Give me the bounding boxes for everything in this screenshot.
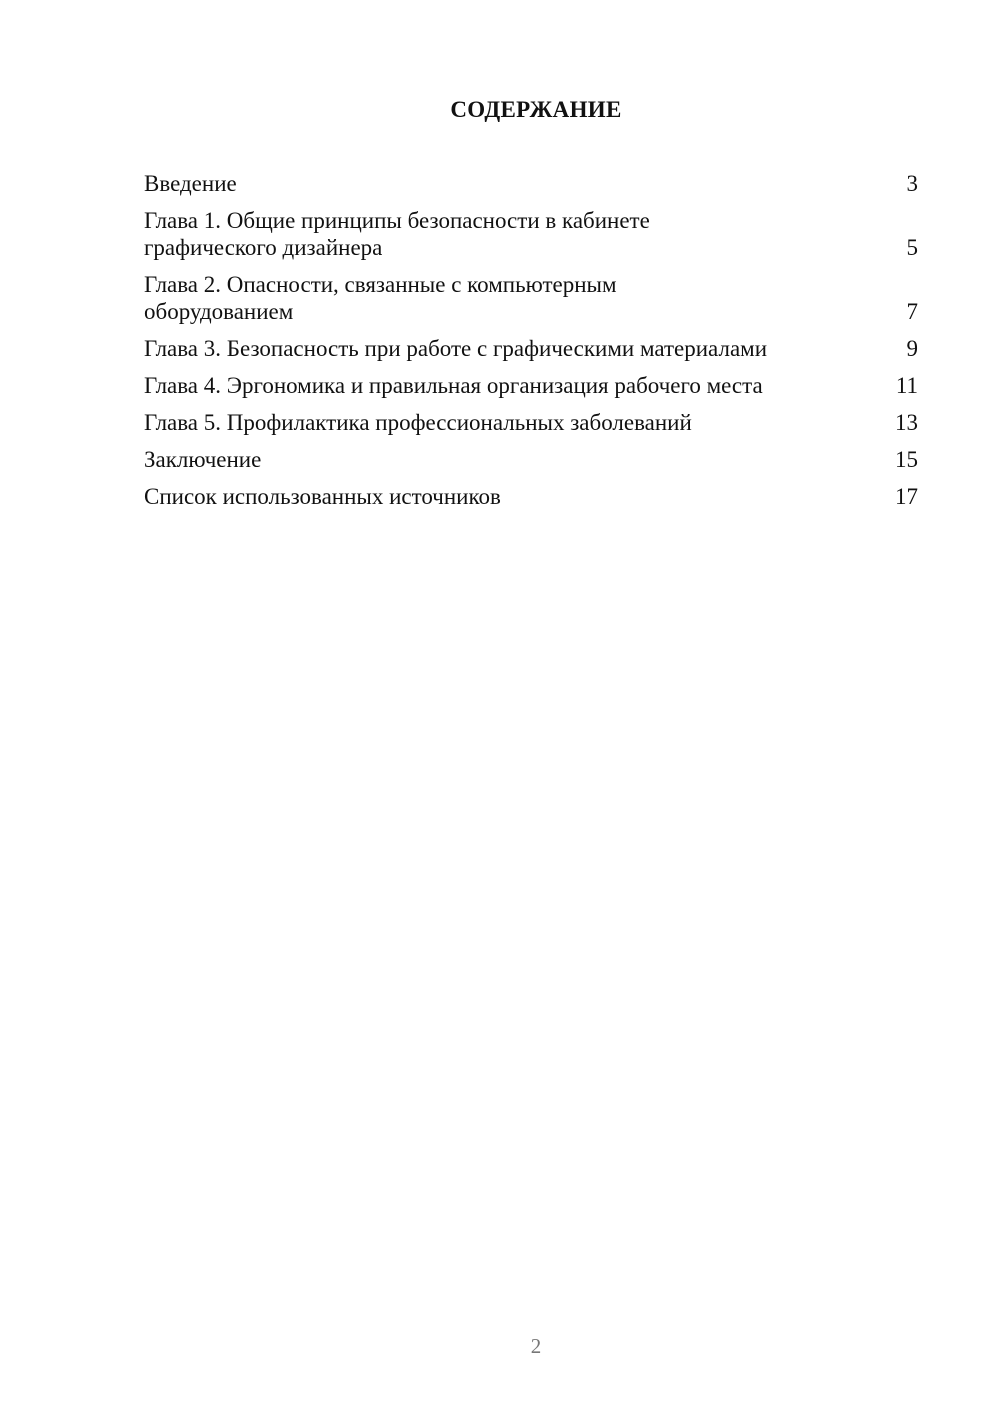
toc-item-text: Глава 1. Общие принципы безопасности в кабинете графического дизайнера — [144, 208, 650, 260]
toc-item-page: 5 — [906, 235, 918, 260]
toc-item-page: 11 — [895, 373, 918, 398]
toc-item-text: Глава 5. Профилактика профессиональных заболеваний — [144, 410, 692, 435]
toc-item-page: 15 — [895, 447, 918, 472]
toc-item-conclusion — [144, 446, 918, 473]
toc-item-chapter-2 — [144, 271, 918, 325]
toc-item-page: 7 — [906, 299, 918, 324]
toc-item-text: Глава 2. Опасности, связанные с компьютерным оборудованием — [144, 272, 617, 324]
toc-item-chapter-5 — [144, 409, 918, 436]
toc-item-text: Глава 3. Безопасность при работе с графическими материалами — [144, 336, 768, 361]
toc-item-page: 3 — [906, 171, 918, 196]
toc-item-chapter-1 — [144, 207, 918, 261]
toc-item-text: Заключение — [144, 447, 262, 472]
toc-item-page: 13 — [895, 410, 918, 435]
toc-item-text: Введение — [144, 171, 237, 196]
table-of-contents — [144, 170, 918, 520]
page-number: 2 — [530, 1334, 542, 1358]
toc-item-text: Список использованных источников — [144, 484, 501, 509]
toc-item-chapter-4 — [144, 372, 918, 399]
toc-item-page: 9 — [906, 336, 918, 361]
toc-item-chapter-3 — [144, 335, 918, 362]
toc-item-references — [144, 483, 918, 510]
toc-item-introduction — [144, 170, 918, 197]
toc-item-page: 17 — [895, 484, 918, 509]
toc-title: СОДЕРЖАНИЕ — [450, 97, 622, 122]
toc-item-text: Глава 4. Эргономика и правильная организация рабочего места — [144, 373, 763, 398]
